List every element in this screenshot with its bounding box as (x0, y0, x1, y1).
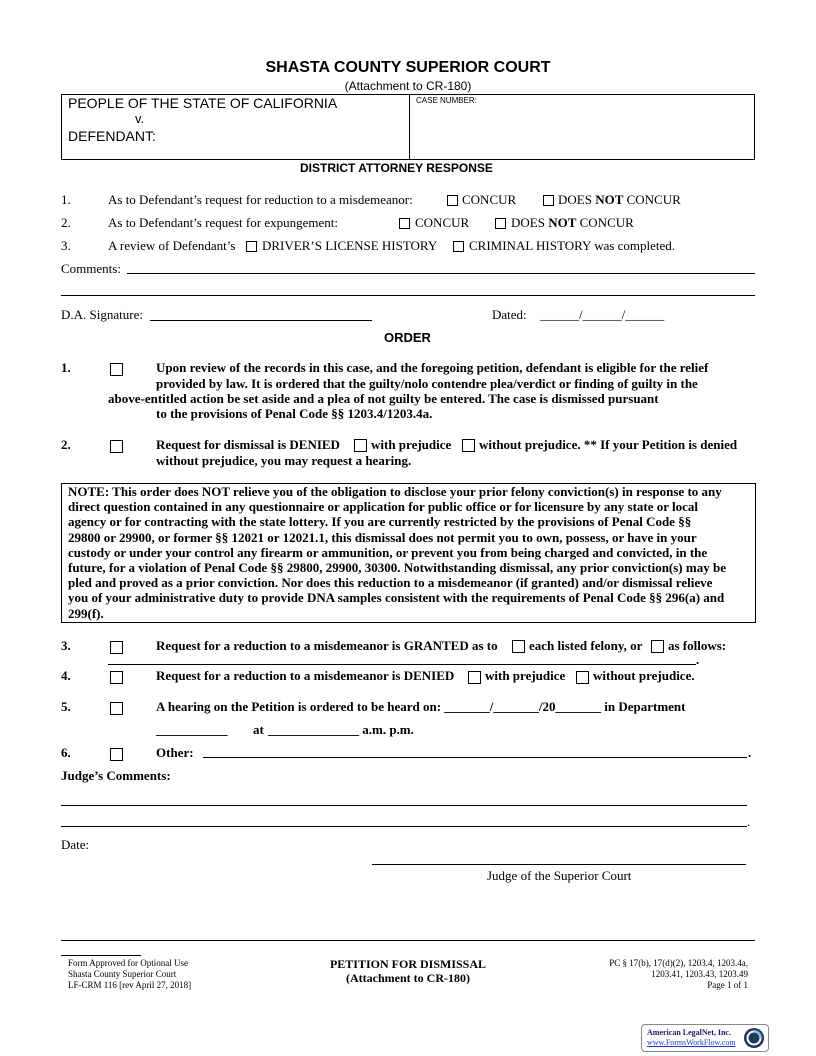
caption-defendant: DEFENDANT: (68, 128, 156, 144)
order-item2-line2: without prejudice, you may request a hearing. (156, 453, 412, 468)
da-response-title: DISTRICT ATTORNEY RESPONSE (300, 161, 493, 175)
department-field[interactable]: ___________ (156, 722, 228, 737)
footer-left-2: Shasta County Superior Court (68, 969, 177, 979)
order-item1-line4: to the provisions of Penal Code §§ 1203.4/1203.4a. (156, 406, 433, 421)
judge-signature-line[interactable] (372, 864, 746, 865)
da-comments-label: Comments: (61, 261, 121, 276)
brand-name: American LegalNet, Inc. (647, 1028, 731, 1037)
drivers-license-label: DRIVER’S LICENSE HISTORY (262, 238, 438, 253)
caption-versus: v. (135, 111, 145, 126)
criminal-history-label: CRIMINAL HISTORY was completed. (469, 238, 676, 253)
order-item6-number: 6. (61, 745, 71, 760)
da-item1-not-concur-label (558, 192, 681, 208)
as-follows-line[interactable] (108, 664, 696, 665)
footer-form-subtitle: (Attachment to CR-180) (346, 971, 470, 985)
item4-without-prejudice-label: without prejudice. (593, 668, 695, 683)
attachment-subtitle: (Attachment to CR-180) (344, 79, 472, 93)
order-item1-line1: Upon review of the records in this case, and the foregoing petition, defendant is eligible for the relief (156, 360, 709, 375)
item4-with-prejudice-checkbox[interactable] (468, 671, 481, 684)
case-number-label: CASE NUMBER: (416, 96, 477, 105)
da-item1-number: 1. (61, 192, 71, 207)
order-item5-number: 5. (61, 699, 71, 714)
da-item1-concur-checkbox[interactable] (447, 195, 458, 206)
footer-form-title: PETITION FOR DISMISSAL (329, 957, 487, 971)
does-word: DOES (558, 192, 592, 207)
order-item4-text: Request for a reduction to a misdemeanor is DENIED (156, 668, 455, 683)
da-dated-field[interactable]: ______/______/______ (540, 307, 665, 322)
with-prejudice-label: with prejudice (371, 437, 452, 452)
da-item2-number: 2. (61, 215, 71, 230)
order-item1-line2: provided by law. It is ordered that the guilty/nolo contendre plea/verdict or finding of guilty in the (156, 376, 698, 391)
item4-without-prejudice-checkbox[interactable] (576, 671, 589, 684)
note-line: 29800 or 29900, or former §§ 12021 or 12021.1, this dismissal does not permit you to own, possess, or have in your (68, 529, 697, 545)
da-signature-label: D.A. Signature: (61, 307, 143, 322)
note-line: pled and proved as a prior conviction. Nor does this reduction to a misdemeanor (if granted) and/or dismissal relieve (68, 575, 713, 591)
order-item4-number: 4. (61, 668, 71, 683)
order-item5-checkbox[interactable] (110, 702, 123, 715)
order-item5-text: A hearing on the Petition is ordered to be heard on: _______/_______/20_______ in Department (156, 699, 686, 714)
caption-divider (409, 94, 410, 160)
footer-right-1: PC § 17(b), 17(d)(2), 1203.4, 1203.4a, (609, 958, 748, 968)
not-word: NOT (595, 192, 624, 207)
note-line: you of your administrative duty to provide DNA samples consistent with the requirements of Penal Code §§ 296(a) and (68, 590, 725, 606)
court-title: SHASTA COUNTY SUPERIOR COURT (265, 59, 551, 76)
order-item3-text: Request for a reduction to a misdemeanor is GRANTED as to (156, 638, 498, 653)
other-period: . (748, 745, 752, 760)
judges-comments-line-1[interactable] (61, 805, 747, 806)
order-item4-checkbox[interactable] (110, 671, 123, 684)
order-item1-checkbox[interactable] (110, 363, 123, 376)
criminal-history-checkbox[interactable] (453, 241, 464, 252)
order-item3-checkbox[interactable] (110, 641, 123, 654)
item4-with-prejudice-label: with prejudice (485, 668, 566, 683)
da-item3-number: 3. (61, 238, 71, 253)
da-item1-concur-label: CONCUR (462, 192, 517, 207)
brand-url[interactable]: www.FormsWorkFlow.com (647, 1038, 736, 1047)
da-item2-text: As to Defendant’s request for expungement: (108, 215, 338, 230)
order-item1-number: 1. (61, 360, 71, 375)
da-item1-text: As to Defendant’s request for reduction to a misdemeanor: (108, 192, 413, 207)
concur-word: CONCUR (626, 192, 681, 207)
without-prejudice-checkbox[interactable] (462, 439, 475, 452)
note-line: custody or under your control any firearm or ammunition, or prevent you from being charged and convicted, in the (68, 544, 708, 560)
judges-comments-label: Judge’s Comments: (61, 768, 171, 783)
does-word: DOES (511, 215, 545, 230)
each-listed-felony-label: each listed felony, or (529, 638, 643, 653)
da-item2-not-concur-checkbox[interactable] (495, 218, 506, 229)
hearing-at-label: at (253, 722, 264, 737)
da-signature-line[interactable] (150, 320, 372, 321)
note-line: agency or for contracting with the state lottery. If you are currently restricted by the provisions of Penal Code §§ (68, 514, 692, 530)
not-word: NOT (548, 215, 577, 230)
da-comments-line-2[interactable] (61, 295, 755, 296)
order-title: ORDER (384, 330, 431, 345)
caption-people: PEOPLE OF THE STATE OF CALIFORNIA (68, 95, 338, 111)
note-line: NOTE: This order does NOT relieve you of the obligation to disclose your prior felony conviction(s) in response to any (68, 484, 722, 499)
da-item1-not-concur-checkbox[interactable] (543, 195, 554, 206)
note-line: 299(f). (68, 605, 104, 621)
note-line: direct question contained in any questionnaire or application for public office or for licensure by any state or local (68, 499, 699, 515)
footer-right-3: Page 1 of 1 (707, 980, 748, 990)
order-item6-label: Other: (156, 745, 194, 760)
order-item6-checkbox[interactable] (110, 748, 123, 761)
as-follows-checkbox[interactable] (651, 640, 664, 653)
brand-logo-icon (742, 1026, 766, 1050)
da-item2-concur-label: CONCUR (415, 215, 470, 230)
note-line: future, for a violation of Penal Code §§ 29800, 29900, 30300. Notwithstanding dismissal, any prior conviction(s) may be (68, 560, 726, 575)
order-date-label: Date: (61, 837, 90, 852)
footer-short-rule (61, 955, 141, 956)
da-item2-not-concur-label (511, 215, 634, 231)
judges-comments-line-2[interactable] (61, 826, 747, 827)
footer-left-1: Form Approved for Optional Use (68, 958, 188, 968)
footer-right-2: 1203.41, 1203.43, 1203.49 (651, 969, 748, 979)
footer-rule (61, 940, 755, 941)
drivers-license-checkbox[interactable] (246, 241, 257, 252)
brand-badge[interactable] (641, 1024, 769, 1052)
judges-comments-period: . (747, 814, 751, 829)
hearing-time-field[interactable]: ______________ a.m. p.m. (268, 722, 414, 737)
order-item2-text: Request for dismissal is DENIED (156, 437, 340, 452)
da-item3-text: A review of Defendant’s (108, 238, 236, 253)
as-follows-period: . (696, 652, 700, 667)
judge-signature-label: Judge of the Superior Court (487, 868, 632, 883)
da-dated-label: Dated: (492, 307, 527, 322)
without-prejudice-label: without prejudice. ** If your Petition is denied (479, 437, 738, 452)
da-item2-concur-checkbox[interactable] (399, 218, 410, 229)
as-follows-label: as follows: (668, 638, 727, 653)
with-prejudice-checkbox[interactable] (354, 439, 367, 452)
footer-left-3: LF-CRM 116 [rev April 27, 2018] (68, 980, 192, 990)
order-item2-checkbox[interactable] (110, 440, 123, 453)
order-item1-line3: above-entitled action be set aside and a plea of not guilty be entered. The case is dismissed pursuant (108, 391, 659, 406)
concur-word: CONCUR (579, 215, 634, 230)
each-listed-felony-checkbox[interactable] (512, 640, 525, 653)
case-number-field[interactable] (412, 106, 752, 156)
other-line[interactable] (203, 757, 747, 758)
da-comments-line-1[interactable] (127, 273, 755, 274)
order-item3-number: 3. (61, 638, 71, 653)
order-item2-number: 2. (61, 437, 71, 452)
